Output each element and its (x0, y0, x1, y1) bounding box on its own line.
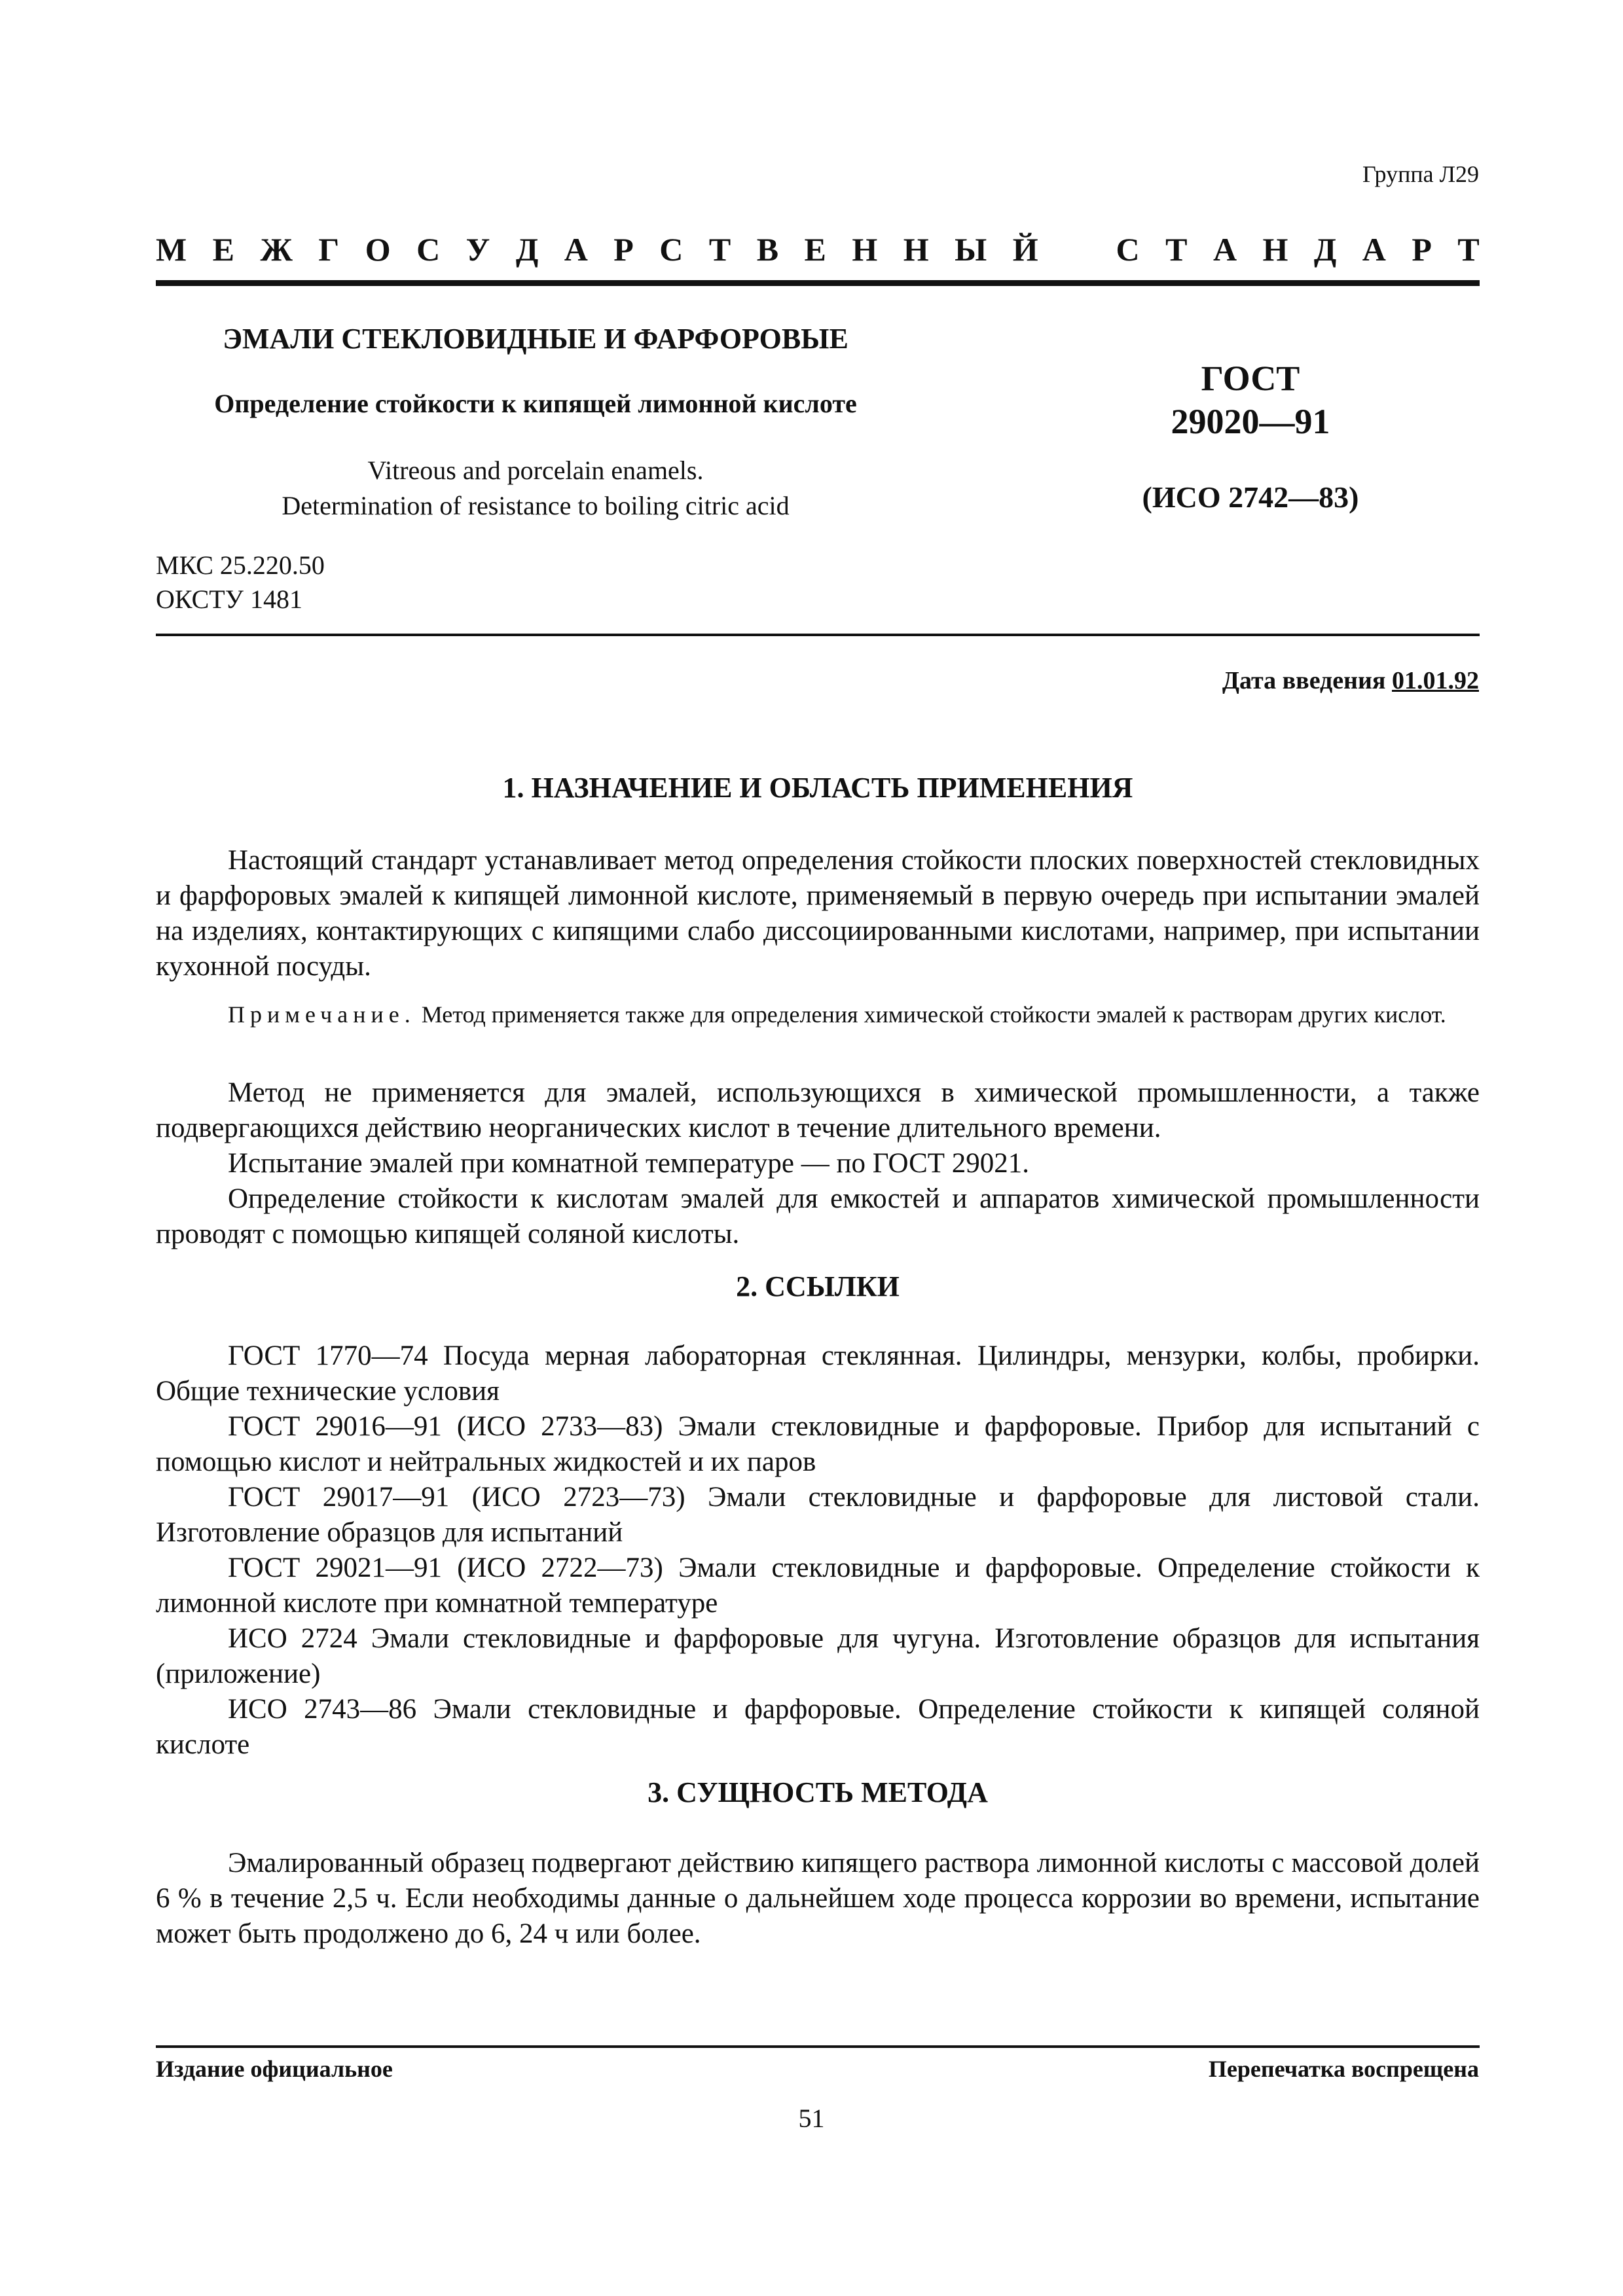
effective-date-label: Дата введения (1222, 667, 1386, 694)
banner-letter: Д (1313, 231, 1337, 268)
banner-letter: С (659, 231, 684, 268)
banner-letter: Ы (955, 231, 987, 268)
okstu-code: ОКСТУ 1481 (156, 584, 303, 614)
english-title-line: Vitreous and porcelain enamels. (367, 456, 704, 485)
english-title (156, 453, 915, 524)
banner-letter: Т (708, 231, 731, 268)
english-title-line: Determination of resistance to boiling citric acid (282, 491, 790, 520)
page-number: 51 (798, 2104, 825, 2133)
banner-letter: Р (1412, 231, 1432, 268)
reference-item: ГОСТ 29021—91 (ИСО 2722—73) Эмали стекловидные и фарфоровые. Определение стойкости к лимонной кислоте при комнатной температуре (156, 1552, 1480, 1619)
banner-letter: Т (1165, 231, 1188, 268)
banner-letter: Е (804, 231, 826, 268)
banner-letter: С (1116, 231, 1140, 268)
document-subtitle: Определение стойкости к кипящей лимонной кислоте (214, 389, 857, 418)
banner-letter: В (756, 231, 779, 268)
banner-letter: Н (1262, 231, 1288, 268)
header-rule (156, 280, 1480, 286)
title-rule (156, 634, 1480, 636)
section-1-paragraph-2: Метод не применяется для эмалей, использующихся в химической промышленности, а также подвергающихся действию неорганических кислот в течение длительного времени. (156, 1077, 1480, 1143)
banner-letter: М (156, 231, 187, 268)
reference-item: ГОСТ 29016—91 (ИСО 2733—83) Эмали стекловидные и фарфоровые. Прибор для испытаний с помощью кислот и нейтральных жидкостей и их паров (156, 1411, 1480, 1477)
banner-letter: А (564, 231, 588, 268)
effective-date-value: 01.01.92 (1392, 667, 1479, 694)
banner-letter: Р (613, 231, 634, 268)
section-1-paragraph-4: Определение стойкости к кислотам эмалей для емкостей и аппаратов химической промышленности проводят с помощью кипящей соляной кислоты. (156, 1183, 1480, 1249)
iso-reference: (ИСО 2742—83) (1142, 480, 1359, 514)
section-1-note (156, 1000, 1480, 1029)
footer-rule (156, 2045, 1480, 2048)
banner-letter: Е (212, 231, 235, 268)
reference-item: ГОСТ 1770—74 Посуда мерная лабораторная стеклянная. Цилиндры, мензурки, колбы, пробирки. Общие технические условия (156, 1340, 1480, 1407)
section-3-heading: 3. СУЩНОСТЬ МЕТОДА (647, 1776, 988, 1808)
section-1-paragraph-3: Испытание эмалей при комнатной температуре — по ГОСТ 29021. (228, 1148, 1030, 1179)
banner-letter: У (465, 231, 490, 268)
banner-letter: Ж (260, 231, 293, 268)
banner-letter: С (416, 231, 441, 268)
document-title: ЭМАЛИ СТЕКЛОВИДНЫЕ И ФАРФОРОВЫЕ (223, 323, 848, 355)
note-label: Примечание. (228, 1001, 416, 1028)
banner-letter: А (1213, 231, 1237, 268)
banner-letter: Т (1457, 231, 1480, 268)
section-1-heading: 1. НАЗНАЧЕНИЕ И ОБЛАСТЬ ПРИМЕНЕНИЯ (502, 772, 1133, 804)
effective-date (1222, 666, 1479, 695)
reference-item: ГОСТ 29017—91 (ИСО 2723—73) Эмали стекловидные и фарфоровые для листовой стали. Изготовление образцов для испытаний (156, 1482, 1480, 1548)
gost-number (1021, 357, 1480, 443)
official-edition-label: Издание официальное (156, 2056, 393, 2082)
group-code: Группа Л29 (1362, 161, 1479, 187)
reference-item: ИСО 2724 Эмали стекловидные и фарфоровые для чугуна. Изготовление образцов для испытания (приложение) (156, 1623, 1480, 1689)
reference-item: ИСО 2743—86 Эмали стекловидные и фарфоровые. Определение стойкости к кипящей соляной кислоте (156, 1694, 1480, 1760)
classification-codes (156, 548, 325, 617)
gost-label: ГОСТ (1201, 359, 1300, 398)
section-3-paragraph-1: Эмалированный образец подвергают действию кипящего раствора лимонной кислоты с массовой долей 6 % в течение 2,5 ч. Если необходимы данные о дальнейшем ходе процесса коррозии во времени, испытание может быть продолжено до 6, 24 ч или более. (156, 1848, 1480, 1949)
banner-letter: Й (1012, 231, 1038, 268)
reprint-prohibited-label: Перепечатка воспрещена (1208, 2056, 1479, 2082)
banner-gap (1064, 230, 1090, 268)
banner-letter: Г (318, 231, 340, 268)
section-2-heading: 2. ССЫЛКИ (736, 1270, 900, 1302)
note-text: Метод применяется также для определения химической стойкости эмалей к растворам других кислот. (415, 1001, 1446, 1028)
banner-letter: О (365, 231, 391, 268)
banner-letter: Н (903, 231, 929, 268)
banner-letter: Н (852, 231, 878, 268)
gost-code: 29020—91 (1171, 402, 1330, 441)
section-1-paragraph-1: Настоящий стандарт устанавливает метод определения стойкости плоских поверхностей стекловидных и фарфоровых эмалей к кипящей лимонной кислоте, применяемый в первую очередь при испытании эмалей на изделиях, контактирующих с кипящими слабо диссоциированными кислотами, например, при испытании кухонной посуды. (156, 845, 1480, 982)
banner-letter: Д (515, 231, 539, 268)
banner-letter: А (1362, 231, 1386, 268)
standard-banner (156, 230, 1480, 268)
mks-code: МКС 25.220.50 (156, 550, 325, 580)
